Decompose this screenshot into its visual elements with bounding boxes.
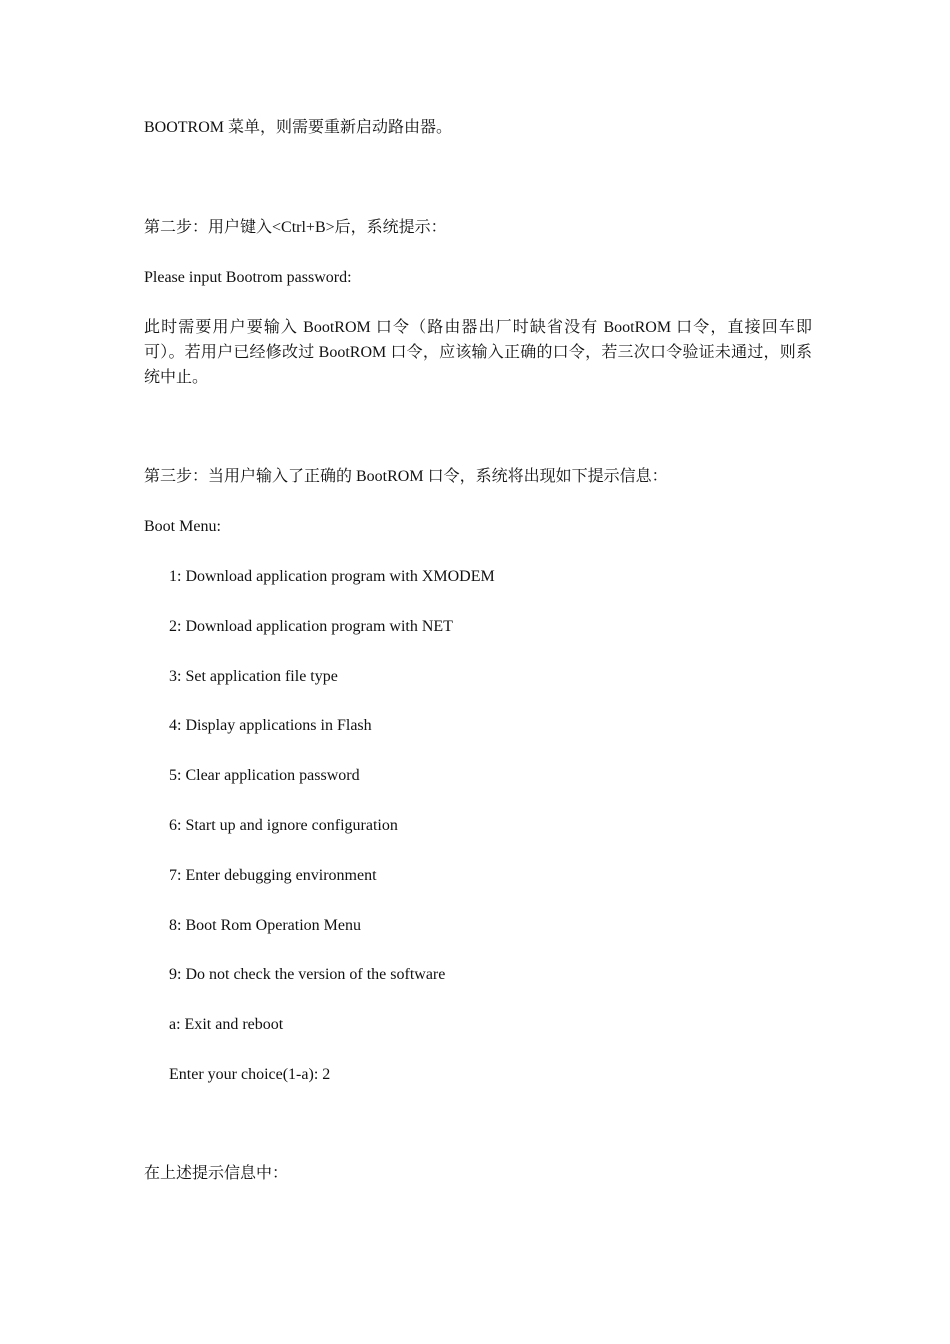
step2-paragraph: 此时需要用户要输入 BootROM 口令（路由器出厂时缺省没有 BootROM 口令，直接回车即可）。若用户已经修改过 BootROM 口令，应该输入正确的口令，若三次口令验证未通过，则系统中止。 <box>144 319 812 386</box>
step2-heading: 第二步：用户键入<Ctrl+B>后，系统提示： <box>144 219 447 236</box>
menu-item: a: Exit and reboot <box>169 1016 284 1033</box>
menu-item: 9: Do not check the version of the software <box>169 966 446 983</box>
menu-item: 2: Download application program with NET <box>169 618 453 635</box>
menu-item: 6: Start up and ignore configuration <box>169 817 398 834</box>
menu-item: 3: Set application file type <box>169 668 338 685</box>
menu-item: 1: Download application program with XMODEM <box>169 568 495 585</box>
menu-item: 7: Enter debugging environment <box>169 867 377 884</box>
closing-line: 在上述提示信息中： <box>144 1165 289 1182</box>
password-prompt: Please input Bootrom password: <box>144 269 352 286</box>
intro-line: BOOTROM 菜单，则需要重新启动路由器。 <box>144 119 453 136</box>
menu-item: 8: Boot Rom Operation Menu <box>169 917 361 934</box>
boot-menu-title: Boot Menu: <box>144 518 221 535</box>
choice-prompt: Enter your choice(1-a): 2 <box>169 1066 331 1083</box>
step3-heading: 第三步：当用户输入了正确的 BootROM 口令，系统将出现如下提示信息： <box>144 468 668 485</box>
menu-item: 4: Display applications in Flash <box>169 717 372 734</box>
menu-item: 5: Clear application password <box>169 767 360 784</box>
